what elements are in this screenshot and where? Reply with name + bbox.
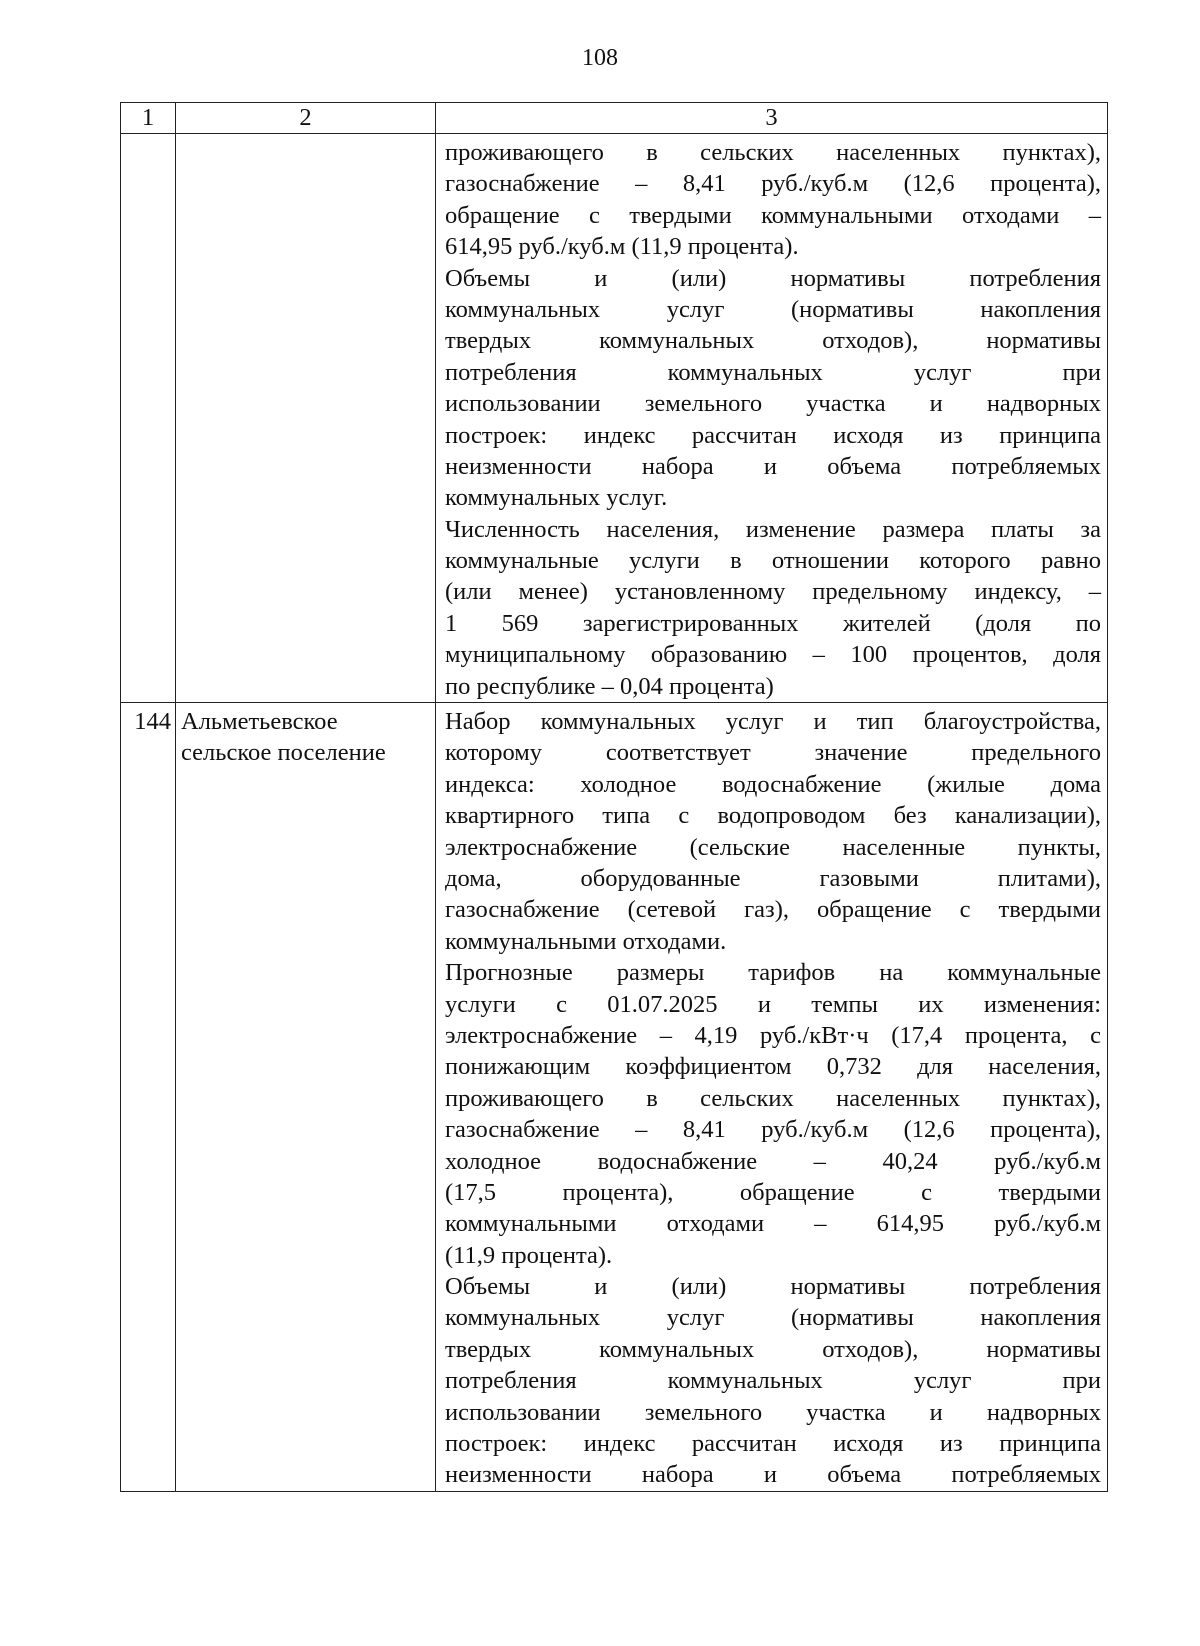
text-line: коммунальными отходами – 614,95 руб./куб.м [445, 1210, 1101, 1238]
text-line: потребления коммунальных услуг при [445, 1367, 1101, 1395]
description-cell [436, 134, 1108, 703]
table-row-continuation [121, 134, 1108, 703]
text-line: проживающего в сельских населенных пунктах), [445, 1084, 1101, 1112]
text-line: коммунальных услуг. [445, 484, 668, 512]
text-line: холодное водоснабжение – 40,24 руб./куб.м [445, 1147, 1101, 1175]
description-text [445, 706, 1101, 1491]
text-line: по республике – 0,04 процента) [445, 672, 774, 700]
indices-table [120, 102, 1108, 1492]
text-line: использовании земельного участка и надворных [445, 390, 1101, 418]
text-line: газоснабжение – 8,41 руб./куб.м (12,6 процента), [445, 170, 1101, 198]
text-line: неизменности набора и объема потребляемых [445, 1461, 1101, 1489]
text-line: потребления коммунальных услуг при [445, 358, 1101, 386]
description-text [445, 137, 1101, 702]
text-line: 1 569 зарегистрированных жителей (доля по [445, 609, 1101, 637]
description-cell [436, 703, 1108, 1492]
text-line: услуги с 01.07.2025 и темпы их изменения: [445, 990, 1101, 1018]
municipality-cell [176, 703, 436, 1492]
column-header-municipality: 2 [176, 103, 436, 134]
text-line: индекса: холодное водоснабжение (жилые дома [445, 770, 1101, 798]
table-row-144 [121, 703, 1108, 1492]
text-line: Объемы и (или) нормативы потребления [445, 264, 1101, 292]
text-line: 614,95 руб./куб.м (11,9 процента). [445, 233, 799, 261]
text-line: использовании земельного участка и надворных [445, 1398, 1101, 1426]
text-line: твердых коммунальных отходов), нормативы [445, 327, 1101, 355]
row-number-cell: 144 [121, 703, 176, 1492]
column-header-number: 1 [121, 103, 176, 134]
municipality-name-line: сельское поселение [181, 739, 386, 767]
text-line: неизменности набора и объема потребляемых [445, 452, 1101, 480]
text-line: (или менее) установленному предельному индексу, – [445, 578, 1101, 606]
text-line: муниципальному образованию – 100 процентов, доля [445, 641, 1101, 669]
text-line: коммунальными отходами. [445, 927, 727, 955]
text-line: которому соответствует значение предельного [445, 739, 1101, 767]
text-line: построек: индекс рассчитан исходя из принципа [445, 1430, 1101, 1458]
text-line: газоснабжение (сетевой газ), обращение с твердыми [445, 896, 1101, 924]
page-number: 108 [582, 45, 618, 71]
text-line: коммунальные услуги в отношении которого равно [445, 547, 1101, 575]
text-line: обращение с твердыми коммунальными отходами – [445, 201, 1101, 229]
text-line: Численность населения, изменение размера платы за [445, 515, 1101, 543]
text-line: электроснабжение (сельские населенные пункты, [445, 833, 1101, 861]
text-line: построек: индекс рассчитан исходя из принципа [445, 421, 1101, 449]
text-line: коммунальных услуг (нормативы накопления [445, 1304, 1101, 1332]
text-line: понижающим коэффициентом 0,732 для населения, [445, 1053, 1101, 1081]
text-line: твердых коммунальных отходов), нормативы [445, 1335, 1101, 1363]
text-line: газоснабжение – 8,41 руб./куб.м (12,6 процента), [445, 1116, 1101, 1144]
municipality-cell [176, 134, 436, 703]
column-header-description: 3 [436, 103, 1108, 134]
text-line: Набор коммунальных услуг и тип благоустройства, [445, 708, 1101, 736]
text-line: дома, оборудованные газовыми плитами), [445, 864, 1101, 892]
table-header-row [121, 103, 1108, 134]
text-line: электроснабжение – 4,19 руб./кВт·ч (17,4 процента, с [445, 1021, 1101, 1049]
municipality-name-line: Альметьевское [181, 708, 338, 736]
text-line: проживающего в сельских населенных пунктах), [445, 139, 1101, 166]
text-line: Объемы и (или) нормативы потребления [445, 1273, 1101, 1301]
row-number-cell [121, 134, 176, 703]
text-line: коммунальных услуг (нормативы накопления [445, 295, 1101, 323]
text-line: (17,5 процента), обращение с твердыми [445, 1178, 1101, 1206]
text-line: Прогнозные размеры тарифов на коммунальные [445, 959, 1101, 987]
text-line: квартирного типа с водопроводом без канализации), [445, 802, 1101, 830]
text-line: (11,9 процента). [445, 1241, 613, 1269]
